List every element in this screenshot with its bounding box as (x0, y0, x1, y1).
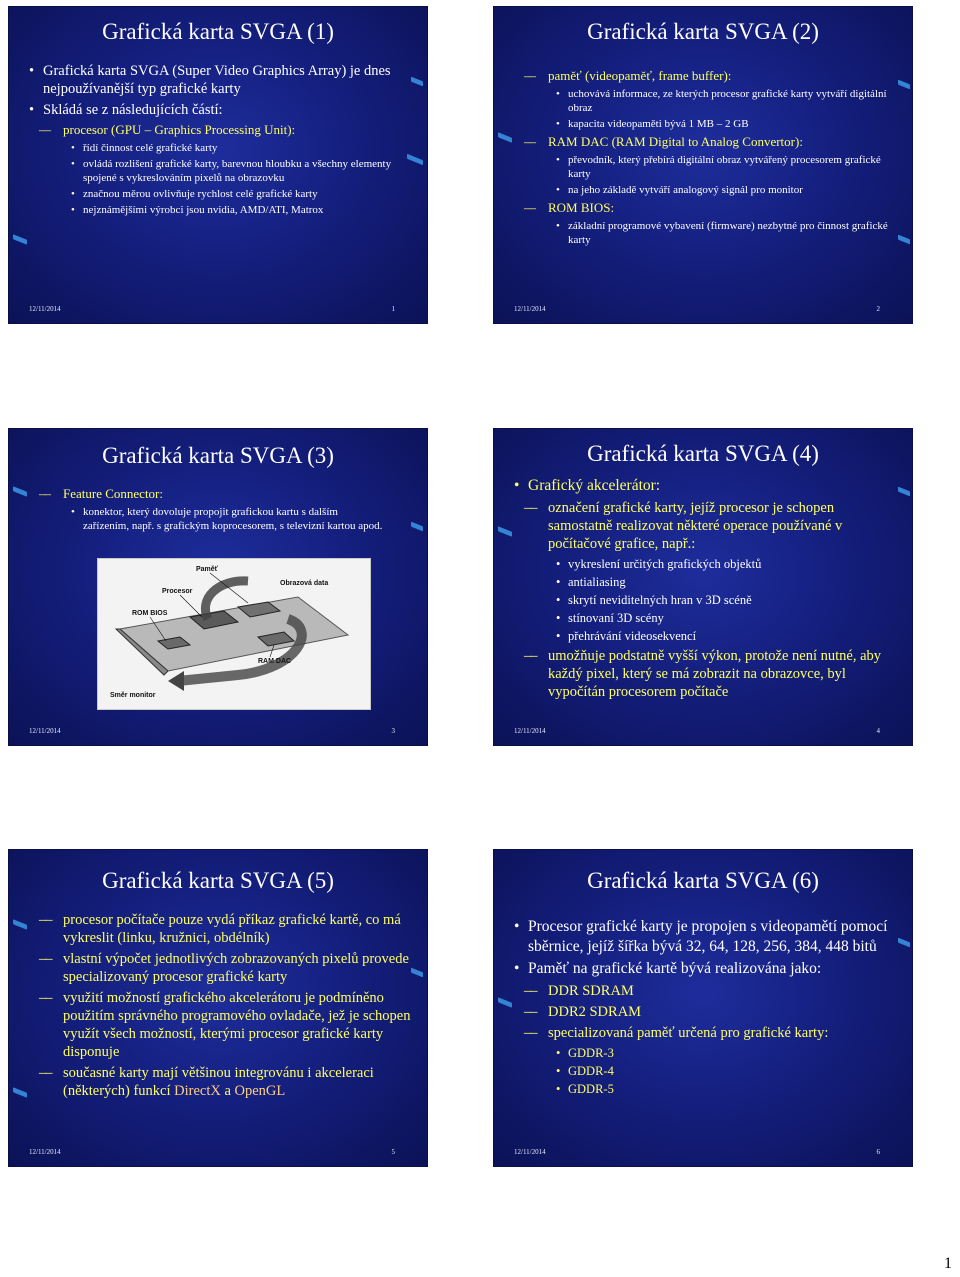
slide-4 (493, 428, 913, 746)
slide-date: 12/11/2014 (29, 305, 61, 313)
slide-body (512, 914, 898, 1099)
decoration-stripe (13, 1087, 27, 1098)
sub-bullet: –– Feature Connector: (27, 486, 413, 502)
slide-body (512, 65, 898, 249)
slide-body (27, 59, 413, 219)
decoration-stripe (498, 132, 512, 143)
slide-title: Grafická karta SVGA (1) (102, 19, 334, 44)
slide-body (27, 483, 413, 535)
decoration-stripe (498, 997, 512, 1008)
slide-title: Grafická karta SVGA (6) (587, 868, 819, 893)
sub-bullet: –– vlastní výpočet jednotlivých zobrazovaných pixelů provede specializovaný procesor grafické karty (27, 950, 413, 986)
slide-number: 3 (391, 727, 395, 735)
list-item: • nejznámějšími výrobci jsou nvidia, AMD/ATI, Matrox (27, 203, 413, 217)
slide-number: 2 (876, 305, 880, 313)
list-item: • GDDR-4 (512, 1063, 898, 1079)
directx-text: DirectX (174, 1083, 221, 1099)
bullet: • Grafická karta SVGA (Super Video Graphics Array) je dnes nejpoužívanější typ grafické karty (27, 62, 413, 98)
bullet: • Grafický akcelerátor: (512, 476, 898, 496)
list-item: • GDDR-3 (512, 1045, 898, 1061)
slide-number: 4 (876, 727, 880, 735)
label-obrazova-data: Obrazová data (280, 580, 329, 587)
decoration-stripe (898, 938, 910, 948)
label-smer-monitor: Směr monitor (110, 692, 156, 699)
decoration-stripe (13, 234, 27, 245)
slide-date: 12/11/2014 (514, 305, 546, 313)
sub-bullet (27, 1064, 413, 1100)
slide-title: Grafická karta SVGA (5) (102, 868, 334, 893)
list-item: • značnou měrou ovlivňuje rychlost celé grafické karty (27, 187, 413, 201)
sub-bullet-text: současné karty mají většinou integrovánu i akceleraci (některých) funkcí (63, 1065, 374, 1099)
list-item: • skrytí neviditelných hran v 3D scéně (512, 592, 898, 608)
list-item: • GDDR-5 (512, 1081, 898, 1097)
sub-bullet: –– paměť (videopaměť, frame buffer): (512, 68, 898, 84)
decoration-stripe (498, 526, 512, 537)
decoration-stripe (13, 919, 27, 930)
arrow-head (168, 671, 184, 691)
slide-number: 5 (391, 1148, 395, 1156)
slide-number: 1 (391, 305, 395, 313)
label-ram-dac: RAM DAC (258, 658, 292, 665)
slide-date: 12/11/2014 (29, 727, 61, 735)
graphics-card-illustration (98, 559, 370, 709)
sub-bullet: –– využití možností grafického akcelerátoru je podmíněno použitím správného programového ovladače, jež je schopen využít všech možností, kterými procesor grafické karty disponuje (27, 989, 413, 1061)
graphics-card-diagram (97, 558, 371, 710)
decoration-stripe (898, 235, 910, 245)
list-item: • konektor, který dovoluje propojit grafickou kartu s dalším zařízením, např. s grafickým koprocesorem, s televizní kartou apod. (27, 505, 413, 533)
slide-title: Grafická karta SVGA (4) (587, 441, 819, 466)
list-item: • vykreslení určitých grafických objektů (512, 556, 898, 572)
bullet: • Paměť na grafické kartě bývá realizována jako: (512, 959, 898, 979)
list-item: • převodník, který přebírá digitální obraz vytvářený procesorem grafické karty (512, 153, 898, 181)
sub-bullet: –– specializovaná paměť určená pro grafické karty: (512, 1024, 898, 1042)
list-item: • řídí činnost celé grafické karty (27, 141, 413, 155)
slide-1 (8, 6, 428, 324)
sub-bullet: –– RAM DAC (RAM Digital to Analog Convertor): (512, 134, 898, 150)
list-item: • stínovaní 3D scény (512, 610, 898, 626)
label-procesor: Procesor (162, 588, 193, 595)
slide-body (512, 473, 898, 704)
list-item: • kapacita videopaměti bývá 1 MB – 2 GB (512, 117, 898, 131)
sub-bullet: –– procesor (GPU – Graphics Processing Unit): (27, 122, 413, 138)
opengl-text: OpenGL (234, 1083, 286, 1099)
bullet: • Skládá se z následujících částí: (27, 101, 413, 119)
slide-date: 12/11/2014 (514, 727, 546, 735)
decoration-stripe (898, 487, 910, 497)
leader-line (180, 595, 202, 617)
sub-bullet: –– umožňuje podstatně vyšší výkon, protože není nutné, aby každý pixel, který se má zobrazit na obrazovce, byl vypočítán procesorem počítače (512, 647, 898, 701)
connector-text: a (220, 1083, 235, 1099)
slide-number: 6 (876, 1148, 880, 1156)
sub-bullet: –– DDR SDRAM (512, 982, 898, 1000)
slide-6 (493, 849, 913, 1167)
slide-body (27, 908, 413, 1103)
bullet: • Procesor grafické karty je propojen s videopamětí pomocí sběrnice, jejíž šířka bývá 32, 64, 128, 256, 384, 448 bitů (512, 917, 898, 956)
list-item: • na jeho základě vytváří analogový signál pro monitor (512, 183, 898, 197)
list-item: • přehrávání videosekvencí (512, 628, 898, 644)
slide-date: 12/11/2014 (29, 1148, 61, 1156)
sub-bullet: –– ROM BIOS: (512, 200, 898, 216)
sub-bullet: –– označení grafické karty, jejíž procesor je schopen samostatně realizovat některé operace používané v počítačové grafice, např.: (512, 499, 898, 553)
slide-3 (8, 428, 428, 746)
label-pamet: Paměť (196, 566, 219, 573)
decoration-stripe (13, 486, 27, 497)
sub-bullet: –– DDR2 SDRAM (512, 1003, 898, 1021)
decoration-stripe (898, 80, 910, 90)
slide-title: Grafická karta SVGA (3) (102, 443, 334, 468)
list-item: • uchovává informace, ze kterých procesor grafické karty vytváří digitální obraz (512, 87, 898, 115)
sub-bullet: –– procesor počítače pouze vydá příkaz grafické kartě, co má vykreslit (linku, kružnici, obdélník) (27, 911, 413, 947)
list-item: • ovládá rozlišení grafické karty, barevnou hloubku a všechny elementy spojené s vykreslováním pixelů na obrazovku (27, 157, 413, 185)
list-item: • antialiasing (512, 574, 898, 590)
page-number: 1 (944, 1255, 952, 1272)
slide-title: Grafická karta SVGA (2) (587, 19, 819, 44)
slide-5 (8, 849, 428, 1167)
slide-2 (493, 6, 913, 324)
slide-date: 12/11/2014 (514, 1148, 546, 1156)
list-item: • základní programové vybavení (firmware) nezbytné pro činnost grafické karty (512, 219, 898, 247)
label-rom-bios: ROM BIOS (132, 610, 168, 617)
